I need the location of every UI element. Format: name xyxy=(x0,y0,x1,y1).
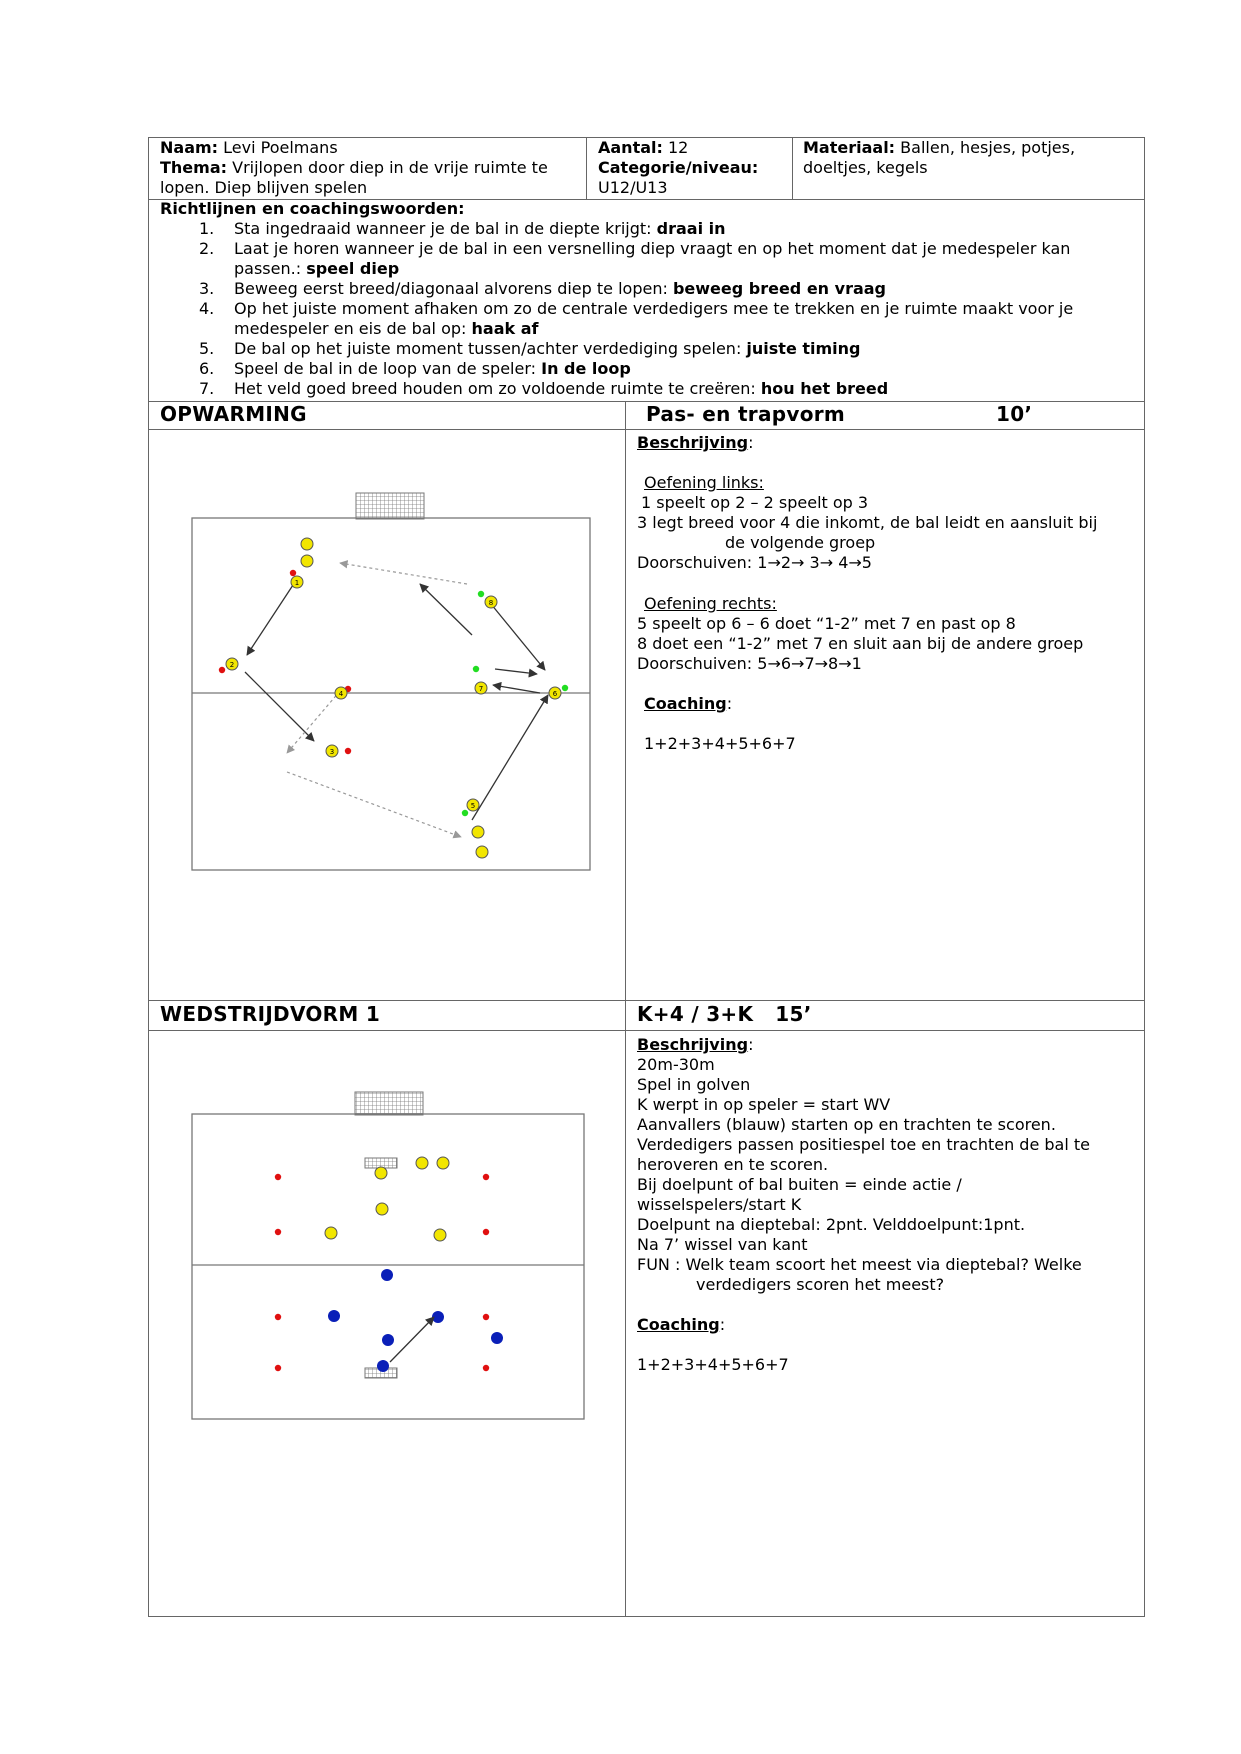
guidelines-list xyxy=(150,219,1140,399)
run-arrow-dashed xyxy=(287,772,461,837)
categorie-label: Categorie/niveau: xyxy=(598,158,759,177)
player-1 xyxy=(291,576,303,588)
oefening-rechts-line: 8 doet een “1-2” met 7 en sluit aan bij de andere groep xyxy=(637,634,1084,653)
section2-form-duration xyxy=(637,1004,812,1024)
section2-beschrijving: Beschrijving: xyxy=(637,1035,754,1054)
section1-title: OPWARMING xyxy=(160,402,307,426)
section1-form: Pas- en trapvorm xyxy=(646,402,846,426)
section2-line: Aanvallers (blauw) starten op en trachten te scoren. xyxy=(637,1115,1056,1134)
player-yellow xyxy=(375,1167,387,1179)
section2-coaching: Coaching: xyxy=(637,1315,726,1334)
pass-arrow xyxy=(495,669,537,674)
cone-green xyxy=(473,666,479,672)
cone-red xyxy=(483,1365,489,1371)
oefening-rechts-line: 5 speelt op 6 – 6 doet “1-2” met 7 en past op 8 xyxy=(637,614,1016,633)
divider-col-materiaal xyxy=(792,137,793,199)
player-blue xyxy=(382,1334,394,1346)
cone-red xyxy=(275,1229,281,1235)
player-5 xyxy=(467,799,479,811)
cone-green xyxy=(462,810,468,816)
player-2 xyxy=(226,658,238,670)
oefening-links-line: Doorschuiven: 1→2→ 3→ 4→5 xyxy=(637,553,872,572)
divider-section2-top xyxy=(148,1000,1145,1001)
player-yellow xyxy=(434,1229,446,1241)
guideline-item: 5. De bal op het juiste moment tussen/achter verdediging spelen: juiste timing xyxy=(199,339,861,358)
cone-green xyxy=(478,591,484,597)
categorie-value: U12/U13 xyxy=(598,178,668,197)
pass-arrow xyxy=(247,582,295,655)
player-6 xyxy=(549,687,561,699)
player-waiting xyxy=(472,826,484,838)
oefening-rechts-line: Doorschuiven: 5→6→7→8→1 xyxy=(637,654,862,673)
goal-icon xyxy=(355,1092,423,1115)
section1-duration: 10’ xyxy=(996,402,1033,426)
field xyxy=(192,518,590,870)
svg-text:5: 5 xyxy=(470,802,476,810)
oefening-rechts-title: Oefening rechts: xyxy=(644,594,777,613)
section2-line: Spel in golven xyxy=(637,1075,751,1094)
oefening-links-title: Oefening links: xyxy=(644,473,764,492)
divider-col-description xyxy=(625,401,626,1617)
aantal-field xyxy=(598,138,688,158)
divider-section1-head xyxy=(148,429,1145,430)
section2-coaching-value: 1+2+3+4+5+6+7 xyxy=(637,1355,789,1374)
player-yellow xyxy=(376,1203,388,1215)
section2-form: K+4 / 3+K xyxy=(637,1002,754,1026)
player-yellow xyxy=(437,1157,449,1169)
cone-red xyxy=(219,667,225,673)
naam-value: Levi Poelmans xyxy=(223,138,338,157)
oefening-links-line: de volgende groep xyxy=(725,533,876,552)
cone-red xyxy=(483,1229,489,1235)
guideline-item: 7. Het veld goed breed houden om zo voldoende ruimte te creëren: hou het breed xyxy=(199,379,889,398)
player-waiting xyxy=(301,555,313,567)
pass-arrow xyxy=(472,695,548,820)
oefening-links-line: 1 speelt op 2 – 2 speelt op 3 xyxy=(641,493,869,512)
svg-text:6: 6 xyxy=(552,690,558,698)
section2-line: Na 7’ wissel van kant xyxy=(637,1235,808,1254)
section2-line: verdedigers scoren het meest? xyxy=(696,1275,945,1294)
section2-line: Doelpunt na dieptebal: 2pnt. Velddoelpunt:1pnt. xyxy=(637,1215,1026,1234)
section1-beschrijving: Beschrijving: xyxy=(637,433,754,452)
svg-text:1: 1 xyxy=(294,579,300,587)
naam-field xyxy=(160,138,338,158)
cone-red xyxy=(290,570,296,576)
guideline-item: 3. Beweeg eerst breed/diagonaal alvorens diep te lopen: beweeg breed en vraag xyxy=(199,279,886,298)
thema-field xyxy=(160,158,548,178)
guideline-item: 4. Op het juiste moment afhaken om zo de centrale verdedigers mee te trekken en je ruimte maakt voor je medespeler en eis de bal op: haak af xyxy=(199,299,1074,338)
guidelines-title: Richtlijnen en coachingswoorden: xyxy=(160,199,465,218)
section1-coaching-value: 1+2+3+4+5+6+7 xyxy=(644,734,796,753)
thema-label: Thema: xyxy=(160,158,228,177)
section2-duration: 15’ xyxy=(775,1002,812,1026)
svg-text:4: 4 xyxy=(338,690,344,698)
section2-line: Verdedigers passen positiespel toe en trachten de bal te xyxy=(637,1135,1090,1154)
aantal-label: Aantal: xyxy=(598,138,663,157)
player-8 xyxy=(485,596,497,608)
guideline-item: 6. Speel de bal in de loop van de speler: In de loop xyxy=(199,359,631,378)
materiaal-value-line2: doeltjes, kegels xyxy=(803,158,928,177)
svg-text:8: 8 xyxy=(488,599,494,607)
divider-section2-head xyxy=(148,1030,1145,1031)
svg-text:3: 3 xyxy=(329,748,335,756)
pass-arrow xyxy=(245,672,314,741)
section2-line: 20m-30m xyxy=(637,1055,715,1074)
section2-line: Bij doelpunt of bal buiten = einde actie / xyxy=(637,1175,962,1194)
cone-green xyxy=(562,685,568,691)
player-blue xyxy=(381,1269,393,1281)
player-waiting xyxy=(476,846,488,858)
player-blue xyxy=(491,1332,503,1344)
section2-line: K werpt in op speler = start WV xyxy=(637,1095,891,1114)
pass-arrow xyxy=(491,604,545,670)
pass-arrow xyxy=(390,1317,434,1362)
thema-value-line1: Vrijlopen door diep in de vrije ruimte te xyxy=(232,158,548,177)
goal-icon xyxy=(356,493,424,519)
materiaal-value-line1: Ballen, hesjes, potjes, xyxy=(900,138,1076,157)
player-waiting xyxy=(301,538,313,550)
thema-value-line2: lopen. Diep blijven spelen xyxy=(160,178,368,197)
cone-red xyxy=(275,1365,281,1371)
guideline-item: 2. Laat je horen wanneer je de bal in een versnelling diep vraagt en op het moment dat je medespeler kan passen.: speel diep xyxy=(199,239,1071,278)
svg-text:7: 7 xyxy=(478,685,484,693)
player-7 xyxy=(475,682,487,694)
guideline-item: 1. Sta ingedraaid wanneer je de bal in de diepte krijgt: draai in xyxy=(199,219,726,238)
section2-line: heroveren en te scoren. xyxy=(637,1155,829,1174)
section2-line: FUN : Welk team scoort het meest via dieptebal? Welke xyxy=(637,1255,1082,1274)
player-blue xyxy=(377,1360,389,1372)
section2-title: WEDSTRIJDVORM 1 xyxy=(160,1002,381,1026)
cone-red xyxy=(275,1174,281,1180)
match-diagram xyxy=(180,1085,600,1425)
cone-red xyxy=(483,1174,489,1180)
player-yellow xyxy=(416,1157,428,1169)
materiaal-field xyxy=(803,138,1075,158)
divider-col-aantal xyxy=(586,137,587,199)
section2-line: wisselspelers/start K xyxy=(637,1195,802,1214)
pass-arrow xyxy=(493,685,540,693)
materiaal-label: Materiaal: xyxy=(803,138,896,157)
oefening-links-line: 3 legt breed voor 4 die inkomt, de bal leidt en aansluit bij xyxy=(637,513,1098,532)
player-blue xyxy=(328,1310,340,1322)
run-arrow-dashed xyxy=(340,563,467,584)
svg-text:2: 2 xyxy=(229,661,235,669)
cone-red xyxy=(345,748,351,754)
player-yellow xyxy=(325,1227,337,1239)
section1-coaching: Coaching: xyxy=(644,694,733,713)
player-4 xyxy=(335,687,347,699)
cone-red xyxy=(275,1314,281,1320)
pass-arrow xyxy=(420,584,472,635)
naam-label: Naam: xyxy=(160,138,219,157)
warmup-diagram xyxy=(180,480,620,880)
player-3 xyxy=(326,745,338,757)
cone-red xyxy=(483,1314,489,1320)
aantal-value: 12 xyxy=(668,138,689,157)
